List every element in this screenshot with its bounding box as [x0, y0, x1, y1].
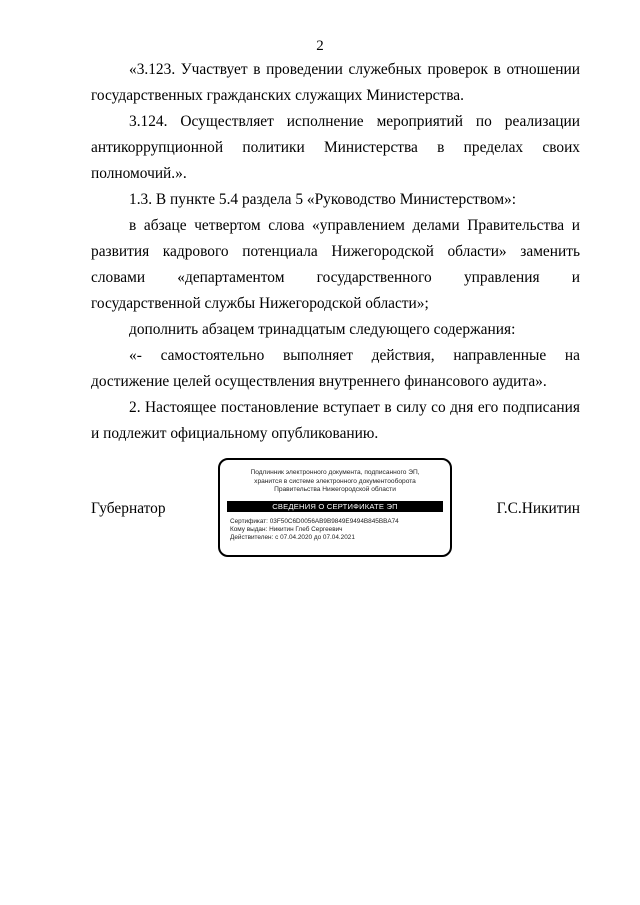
- paragraph-abzac-4: в абзаце четвертом слова «управлением делами Правительства и развития кадрового потенциала Нижегородской области» заменить словами «департаментом государственного управления и государственной службы Нижегородской области»;: [91, 217, 580, 312]
- stamp-certificate-row: [230, 518, 450, 526]
- paragraph-add-abzac-13: дополнить абзацем тринадцатым следующего содержания:: [129, 321, 516, 338]
- page-number: 2: [316, 38, 324, 54]
- signer-name: Г.С.Никитин: [496, 500, 580, 517]
- paragraph-3-124: 3.124. Осуществляет исполнение мероприятий по реализации антикоррупционной политики Министерства в пределах своих полномочий.».: [91, 113, 580, 182]
- valid-value: с 07.04.2020 до 07.04.2021: [275, 533, 355, 541]
- stamp-issued-row: [230, 526, 450, 534]
- issued-to-value: Никитин Глеб Сергеевич: [269, 525, 343, 533]
- e-signature-stamp: [218, 458, 452, 557]
- signer-title: Губернатор: [91, 500, 166, 517]
- paragraph-new-text: «- самостоятельно выполняет действия, направленные на достижение целей осуществления внутреннего финансового аудита».: [91, 347, 580, 390]
- issued-to-label: Кому выдан:: [230, 525, 268, 533]
- stamp-line-1: Подлинник электронного документа, подписанного ЭП,: [250, 469, 420, 476]
- stamp-certificate-heading: СВЕДЕНИЯ О СЕРТИФИКАТЕ ЭП: [227, 501, 443, 512]
- paragraph-3-123: «3.123. Участвует в проведении служебных проверок в отношении государственных гражданских служащих Министерства.: [91, 61, 580, 104]
- stamp-header: [220, 469, 450, 495]
- signature-block: [91, 458, 580, 558]
- stamp-line-2: хранится в системе электронного документооборота: [254, 477, 416, 485]
- certificate-label: Сертификат:: [230, 517, 268, 525]
- valid-label: Действителен:: [230, 533, 274, 541]
- stamp-line-3: Правительства Нижегородской области: [274, 486, 396, 493]
- certificate-value: 03F50C6D0056AB9B9849E9494B845BBA74: [269, 517, 399, 525]
- stamp-details: [230, 518, 450, 542]
- document-body: [91, 57, 580, 447]
- stamp-valid-row: [230, 534, 450, 542]
- paragraph-effective: 2. Настоящее постановление вступает в силу со дня его подписания и подлежит официальному опубликованию.: [91, 399, 580, 442]
- paragraph-1-3: 1.3. В пункте 5.4 раздела 5 «Руководство Министерством»:: [129, 191, 517, 208]
